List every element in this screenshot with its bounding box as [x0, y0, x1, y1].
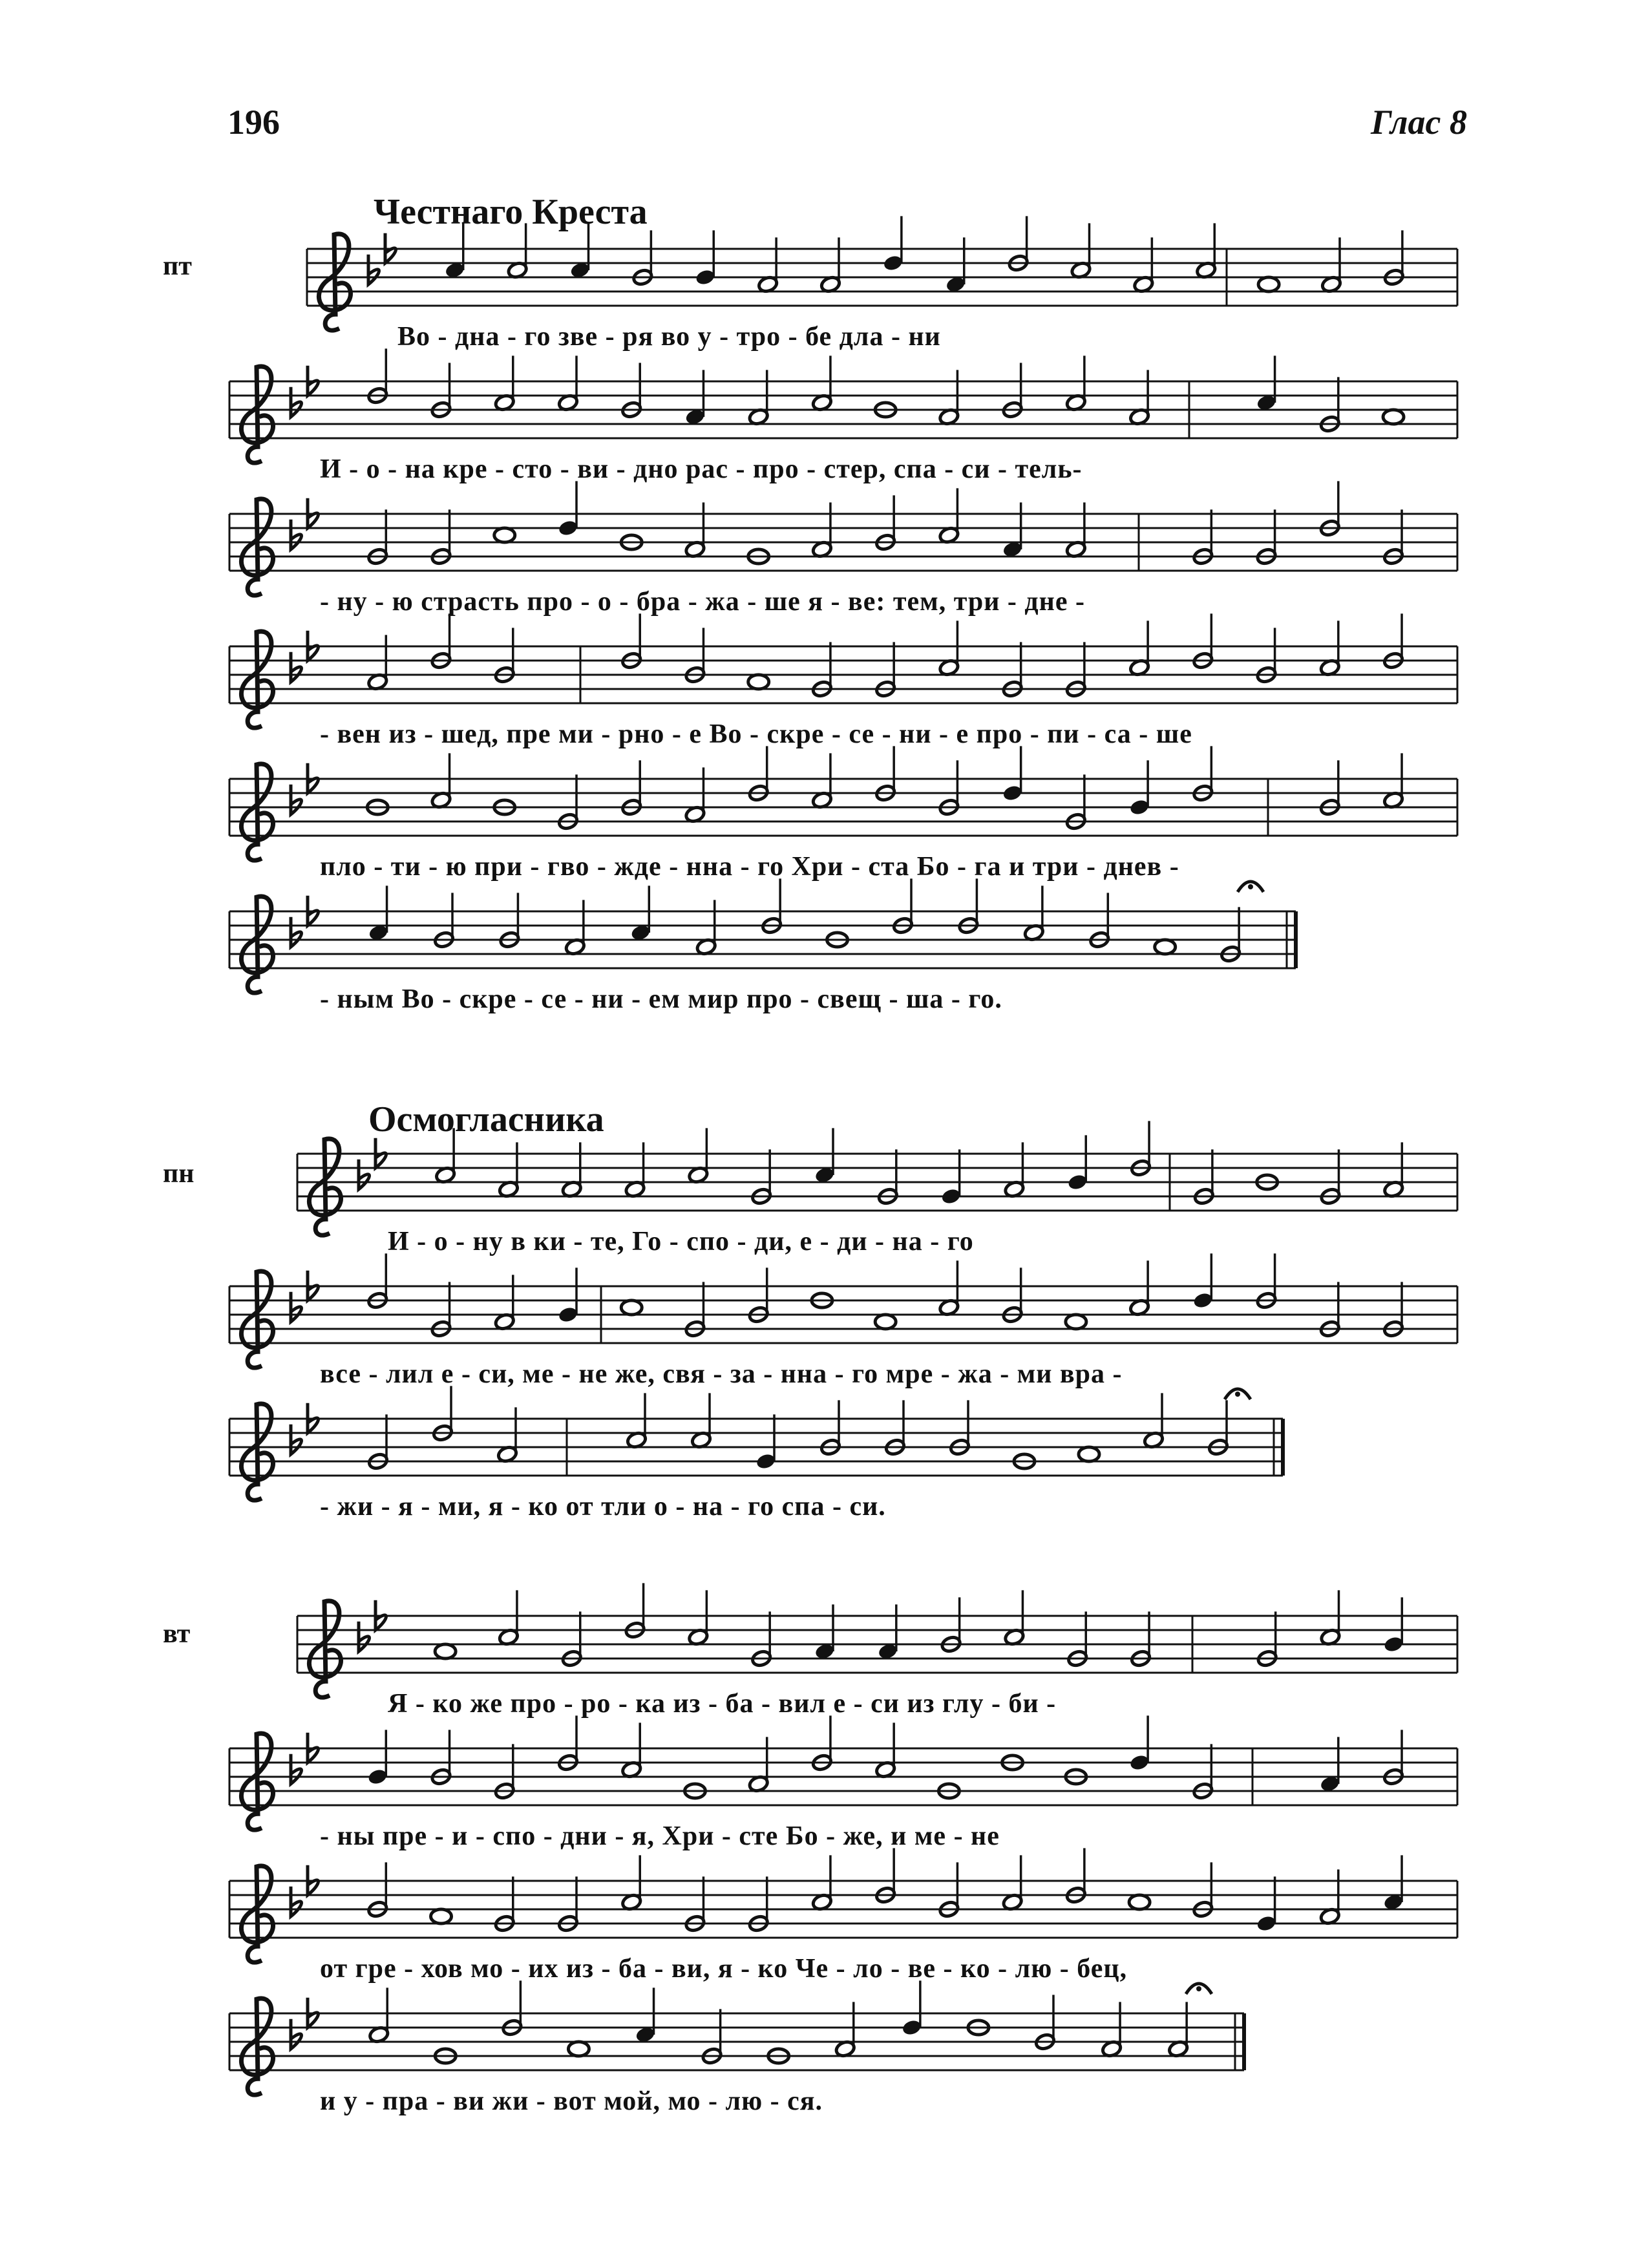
whole-note	[875, 1315, 896, 1329]
flat-sign-icon	[308, 631, 319, 661]
lyric-line: - жи - я - ми, я - ко от тли о - на - го спа - си.	[320, 1492, 886, 1521]
flat-sign-icon	[308, 1998, 319, 2028]
flat-sign-icon	[385, 233, 396, 263]
whole-note	[494, 528, 515, 542]
flat-sign-icon	[291, 1292, 302, 1322]
whole-note	[748, 675, 769, 689]
day-label-tuesday: вт	[163, 1619, 191, 1649]
flat-sign-icon	[308, 1271, 319, 1300]
flat-sign-icon	[291, 387, 302, 417]
flat-sign-icon	[308, 366, 319, 396]
flat-sign-icon	[308, 498, 319, 528]
flat-sign-icon	[308, 1733, 319, 1763]
whole-note	[1129, 1895, 1150, 1909]
lyric-line: - ным Во - скре - се - ни - ем мир про - свещ - ша - го.	[320, 984, 1002, 1014]
whole-note	[1258, 277, 1279, 291]
flat-sign-icon	[368, 255, 379, 284]
lyric-line: И - о - на кре - сто - ви - дно рас - про - стер, спа - си - тель-	[320, 454, 1083, 484]
whole-note	[1155, 940, 1176, 954]
lyric-line: Я - ко же про - ро - ка из - ба - вил е - си из глу - би -	[388, 1689, 1057, 1719]
lyric-line: И - о - ну в ки - те, Го - спо - ди, е - ди - на - го	[388, 1227, 974, 1256]
flat-sign-icon	[308, 763, 319, 793]
flat-sign-icon	[375, 1138, 386, 1168]
page-number: 196	[227, 103, 280, 142]
flat-sign-icon	[291, 1425, 302, 1454]
fermata-dot	[1248, 884, 1253, 889]
page-tone-label: Глас 8	[1371, 103, 1467, 142]
flat-sign-icon	[359, 1622, 370, 1651]
flat-sign-icon	[359, 1160, 370, 1189]
day-label-monday: пн	[163, 1159, 195, 1189]
flat-sign-icon	[291, 917, 302, 947]
section-title-cross: Честнаго Креста	[374, 192, 648, 232]
lyric-line: - ну - ю страсть про - о - бра - жа - ше я - ве: тем, три - дне -	[320, 587, 1085, 617]
flat-sign-icon	[308, 1865, 319, 1895]
lyric-line: и у - пра - ви жи - вот мой, мо - лю - ся.	[320, 2086, 823, 2116]
whole-note	[435, 1644, 456, 1659]
lyric-line: пло - ти - ю при - гво - жде - нна - го Хри - ста Бо - га и три - днев -	[320, 852, 1179, 882]
fermata-dot	[1196, 1986, 1201, 1991]
whole-note	[1383, 410, 1404, 424]
flat-sign-icon	[291, 1887, 302, 1916]
flat-sign-icon	[291, 520, 302, 549]
lyric-line: от гре - хов мо - их из - ба - ви, я - ко Че - ло - ве - ко - лю - бец,	[320, 1954, 1128, 1984]
whole-note	[1066, 1315, 1086, 1329]
fermata-dot	[1235, 1392, 1240, 1397]
flat-sign-icon	[291, 785, 302, 814]
flat-sign-icon	[291, 2019, 302, 2049]
lyric-line: Во - дна - го зве - ря во у - тро - бе дла - ни	[397, 322, 941, 352]
flat-sign-icon	[291, 1754, 302, 1784]
lyric-line: - ны пре - и - спо - дни - я, Хри - сте Бо - же, и ме - не	[320, 1821, 1000, 1851]
whole-note	[568, 2042, 589, 2056]
whole-note	[621, 1300, 642, 1315]
whole-note	[431, 1909, 452, 1924]
flat-sign-icon	[308, 1403, 319, 1433]
whole-note	[1079, 1447, 1099, 1461]
lyric-line: - вен из - шед, пре ми - рно - е Во - скре - се - ни - е про - пи - са - ше	[320, 719, 1192, 749]
lyric-line: все - лил е - си, ме - не же, свя - за - нна - го мре - жа - ми вра -	[320, 1359, 1123, 1389]
section-title-octoechos: Осмогласника	[368, 1099, 604, 1139]
day-label-friday: пт	[163, 251, 192, 281]
flat-sign-icon	[308, 896, 319, 926]
flat-sign-icon	[375, 1600, 386, 1630]
flat-sign-icon	[291, 652, 302, 682]
